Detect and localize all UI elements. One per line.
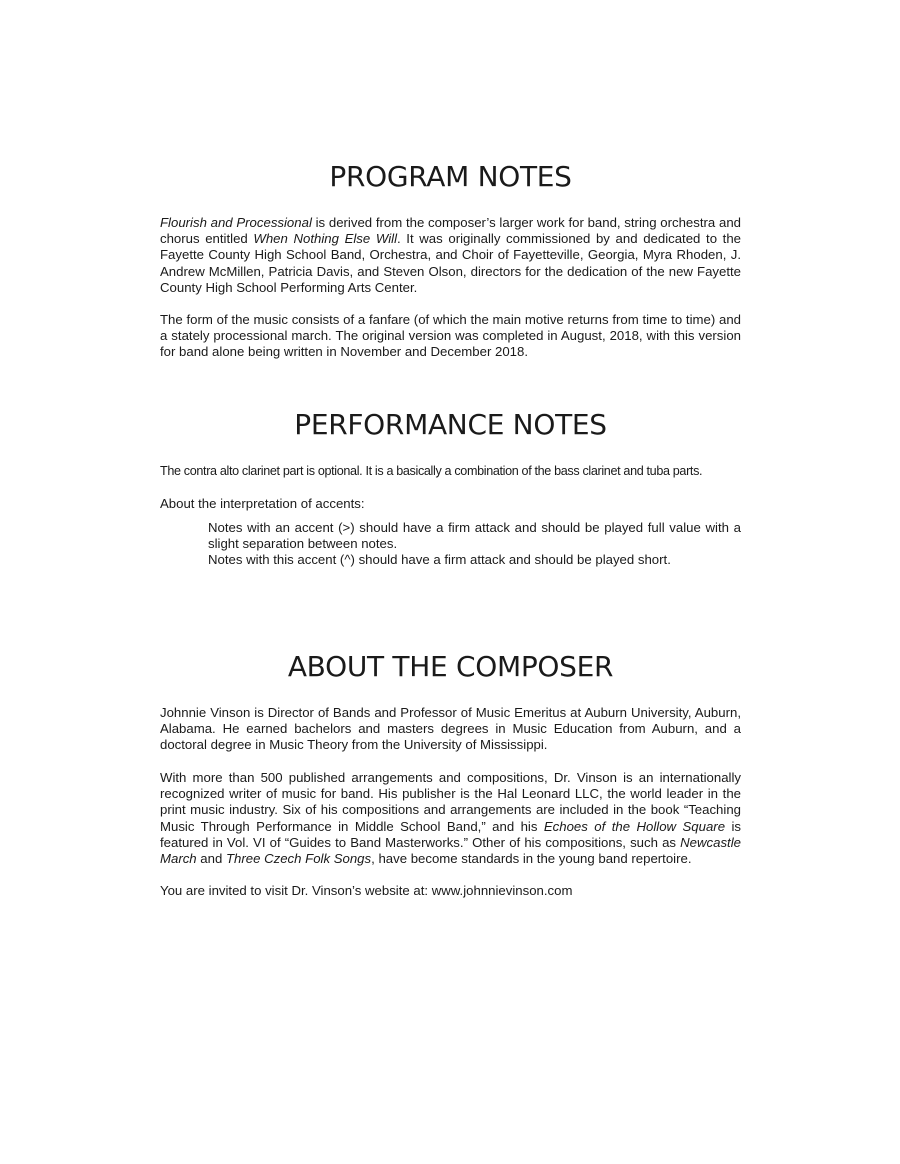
program-notes-paragraph-2: The form of the music consists of a fanfare (of which the main motive returns from time to time) and a stately processional march. The original version was completed in August, 2018, with this version for band alone being written in November and December 2018. xyxy=(160,312,741,360)
about-composer-paragraph-3: You are invited to visit Dr. Vinson’s website at: www.johnnievinson.com xyxy=(160,883,573,898)
program-notes-heading: PROGRAM NOTES xyxy=(329,160,572,193)
performance-notes-heading: PERFORMANCE NOTES xyxy=(294,408,607,441)
about-composer-paragraph-1: Johnnie Vinson is Director of Bands and Professor of Music Emeritus at Auburn University, Auburn, Alabama. He earned bachelors and masters degrees in Music Education from Auburn, and a doctoral degree in Music Theory from the University of Mississippi. xyxy=(160,705,741,753)
piece-title: Flourish and Processional xyxy=(160,215,312,230)
accent-note-1: Notes with an accent (>) should have a firm attack and should be played full value with a slight separation between notes. xyxy=(208,520,741,552)
about-composer-heading: ABOUT THE COMPOSER xyxy=(287,650,614,683)
work-title-echoes: Echoes of the Hollow Square xyxy=(543,818,726,834)
accent-note-2: Notes with this accent (^) should have a firm attack and should be played short. xyxy=(208,552,671,568)
work-title-czech: Three Czech Folk Songs xyxy=(225,851,372,867)
source-work-title: When Nothing Else Will xyxy=(253,231,397,247)
accent-notes-block xyxy=(208,520,741,569)
performance-notes-paragraph-2: About the interpretation of accents: xyxy=(160,496,365,511)
performance-notes-paragraph-1: The contra alto clarinet part is optional. It is a basically a combination of the bass clarinet and tuba parts. xyxy=(160,464,703,478)
work-title-newcastle: Newcastle March xyxy=(160,834,741,867)
about-composer-paragraph-2: With more than 500 published arrangements and compositions, Dr. Vinson is an internationally recognized writer of music for band. His publisher is the Hal Leonard LLC, the world leader in the print music industry. Six of his compositions and arrangements are included in the book “Teaching Music Through Performance in Middle School Band,” and his Echoes of the Hollow Square is featured in Vol. VI of “Guides to Band Masterworks.” Other of his compositions, such as Newcastle March and Three Czech Folk Songs, have become standards in the young band repertoire. xyxy=(160,770,742,867)
program-notes-paragraph-1: Flourish and Processional is derived from the composer’s larger work for band, string orchestra and chorus entitled When Nothing Else Will. It was originally commissioned by and dedicated to the Fayette County High School Band, Orchestra, and Choir of Fayetteville, Georgia, Myra Rhoden, J. Andrew McMillen, Patricia Davis, and Steven Olson, directors for the dedication of the new Fayette County High School Performing Arts Center. xyxy=(160,215,741,295)
